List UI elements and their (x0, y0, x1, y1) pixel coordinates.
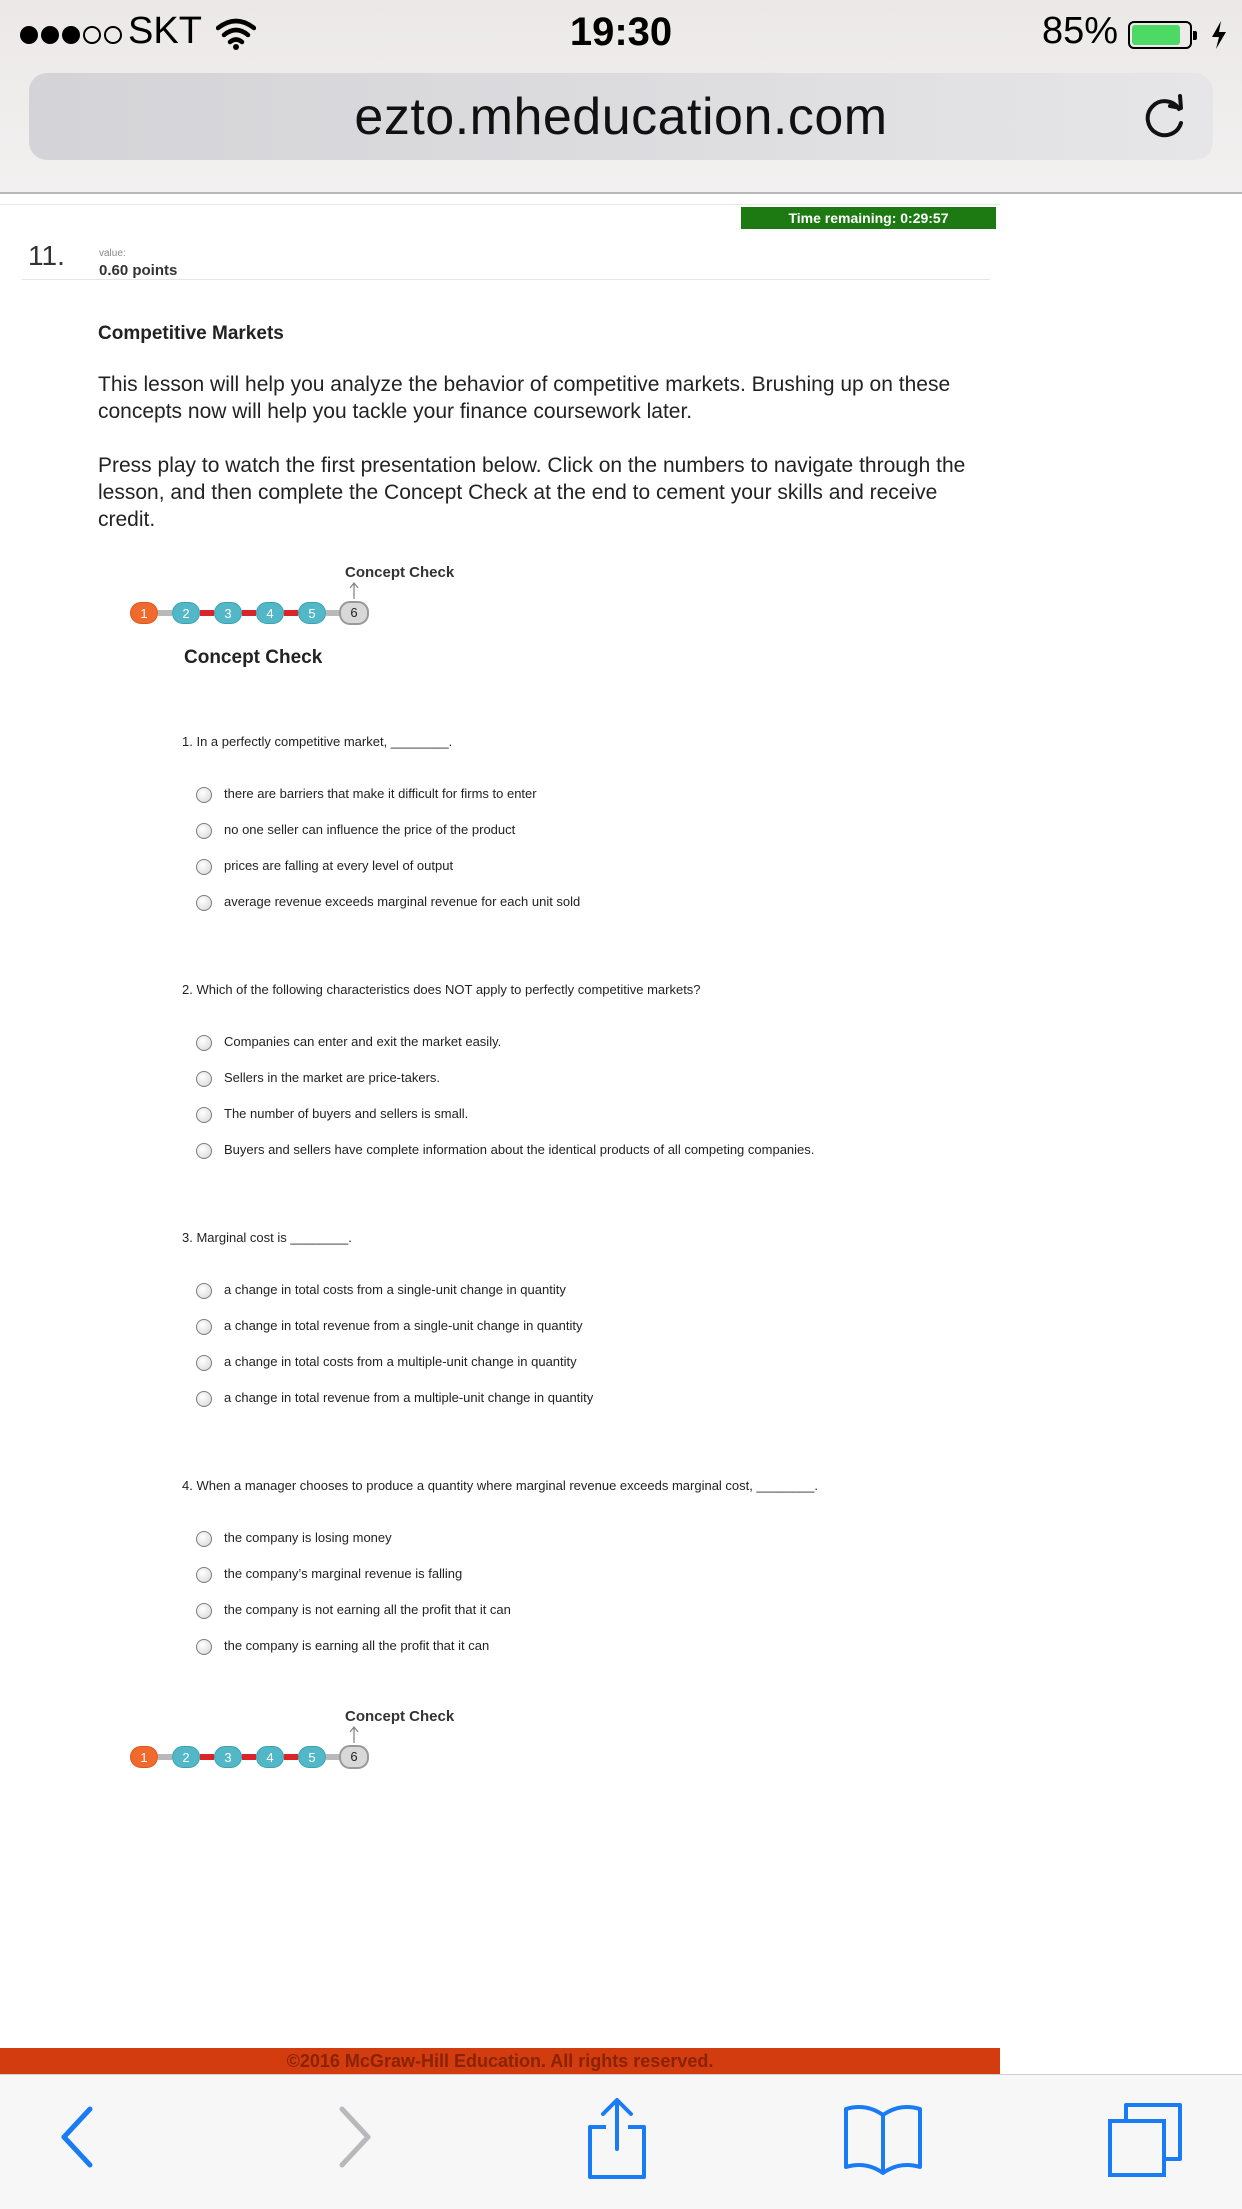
value-label: value: (99, 248, 126, 259)
nav-connector (200, 610, 214, 616)
radio-button[interactable] (196, 1319, 212, 1335)
radio-button[interactable] (196, 859, 212, 875)
quiz-card: Time remaining: 0:29:57 11. value: 0.60 points Competitive Markets This lesson will help you analyze the behavior of competitive markets. Brushing up on these concepts now will help you tackle your finance coursework later. Press play to watch the first presentation below. Click on the numbers to navigate through the lesson, and then complete the Concept Check at the end to cement your skills and receive credit. Concept Check 1 2 3 4 5 6 Concept Check 1. In a perfectly competitive market, ________. there are barriers that make it difficult for firms to enter no one seller can influence the price of the product prices are falling at every level of output average revenue exceeds marginal revenue for each unit sold 2. Which of the following characteristics does NOT apply to perfectly competitive markets? Companies can enter and exit the market easily. Sellers in the market are price-takers. The number of buyers and sellers is small. Buyers and sellers have complete information about the identical products of all competing companies. 3. Marginal cost is ________. a change in total costs from a single-unit change in quantity a change in total revenue from a single-unit change in quantity a change in total costs from a multiple-unit change in quantity a change in total revenue from a multiple-unit change in quantity 4. When a manager chooses to produce a quantity where marginal revenue exceeds marginal cost, ________. the company is losing money the company’s marginal revenue is falling the company is not earning all the profit that it can the company is earning all the profit that it can Concept Check 1 2 3 4 5 6 (0, 194, 1000, 2049)
nav-connector (242, 1754, 256, 1760)
nav-step-2[interactable]: 2 (172, 1746, 200, 1768)
nav-step-6[interactable]: 6 (339, 601, 369, 625)
reload-icon[interactable] (1141, 91, 1189, 141)
nav-connector (200, 1754, 214, 1760)
radio-button[interactable] (196, 1639, 212, 1655)
web-page (0, 194, 1242, 2074)
chevron-right-icon[interactable] (334, 2103, 374, 2173)
battery-level (1132, 25, 1180, 45)
nav-step-3[interactable]: 3 (214, 602, 242, 624)
chevron-left-icon[interactable] (58, 2103, 98, 2173)
nav-step-1[interactable]: 1 (130, 602, 158, 624)
question-divider (22, 279, 990, 280)
points-value: 0.60 points (99, 262, 178, 279)
browser-toolbar (0, 2074, 1242, 2209)
share-icon[interactable] (586, 2097, 648, 2181)
radio-button[interactable] (196, 787, 212, 803)
question-1-text: 1. In a perfectly competitive market, ________. (182, 734, 453, 749)
status-time: 19:30 (569, 10, 673, 54)
nav-connector (284, 610, 298, 616)
radio-button[interactable] (196, 1143, 212, 1159)
radio-button[interactable] (196, 1391, 212, 1407)
radio-button[interactable] (196, 1603, 212, 1619)
nav-step-5[interactable]: 5 (298, 602, 326, 624)
question-number: 11. (28, 240, 65, 271)
browser-chrome (0, 0, 1242, 194)
concept-check-heading: Concept Check (184, 647, 323, 668)
top-divider (0, 204, 1000, 205)
lesson-navigation-bottom (130, 1708, 455, 1778)
radio-button[interactable] (196, 1355, 212, 1371)
battery-icon (1128, 21, 1192, 49)
nav-connector (242, 610, 256, 616)
lesson-navigation-top (130, 564, 455, 634)
address-bar[interactable] (29, 73, 1213, 160)
battery-percentage: 85% (1041, 10, 1118, 52)
time-remaining-badge: Time remaining: 0:29:57 (741, 207, 996, 229)
intro-paragraph-1: This lesson will help you analyze the behavior of competitive markets. Brushing up on these concepts now will help you tackle your finance coursework later. (98, 373, 951, 423)
radio-button[interactable] (196, 1567, 212, 1583)
url-text[interactable]: ezto.mheducation.com (354, 88, 888, 146)
nav-connector (326, 1754, 340, 1760)
nav-connector (158, 1754, 172, 1760)
up-arrow-icon (349, 582, 359, 600)
concept-check-label: Concept Check (345, 1708, 455, 1725)
question-3-text: 3. Marginal cost is ________. (182, 1230, 352, 1245)
radio-button[interactable] (196, 1107, 212, 1123)
radio-button[interactable] (196, 823, 212, 839)
nav-step-5[interactable]: 5 (298, 1746, 326, 1768)
radio-button[interactable] (196, 1035, 212, 1051)
nav-step-6[interactable]: 6 (339, 1745, 369, 1769)
radio-button[interactable] (196, 1531, 212, 1547)
nav-connector (284, 1754, 298, 1760)
carrier-name: SKT (128, 10, 202, 52)
nav-step-2[interactable]: 2 (172, 602, 200, 624)
nav-connector (326, 610, 340, 616)
radio-button[interactable] (196, 1071, 212, 1087)
intro-paragraph-2: Press play to watch the first presentation below. Click on the numbers to navigate through the lesson, and then complete the Concept Check at the end to cement your skills and receive credit. (98, 454, 966, 531)
concept-check-label: Concept Check (345, 564, 455, 581)
nav-step-4[interactable]: 4 (256, 602, 284, 624)
charging-bolt-icon (1210, 20, 1228, 50)
book-icon[interactable] (842, 2101, 924, 2177)
up-arrow-icon (349, 1726, 359, 1744)
question-2-text: 2. Which of the following characteristics does NOT apply to perfectly competitive markets? (182, 982, 701, 997)
nav-connector (158, 610, 172, 616)
tabs-icon[interactable] (1106, 2101, 1184, 2179)
status-bar (0, 8, 1242, 60)
question-4-text: 4. When a manager chooses to produce a quantity where marginal revenue exceeds marginal cost, ________. (182, 1478, 818, 1493)
radio-button[interactable] (196, 1283, 212, 1299)
nav-step-3[interactable]: 3 (214, 1746, 242, 1768)
nav-step-1[interactable]: 1 (130, 1746, 158, 1768)
radio-button[interactable] (196, 895, 212, 911)
lesson-title: Competitive Markets (98, 323, 284, 344)
copyright-footer: ©2016 McGraw-Hill Education. All rights reserved. (0, 2048, 1000, 2074)
nav-step-4[interactable]: 4 (256, 1746, 284, 1768)
